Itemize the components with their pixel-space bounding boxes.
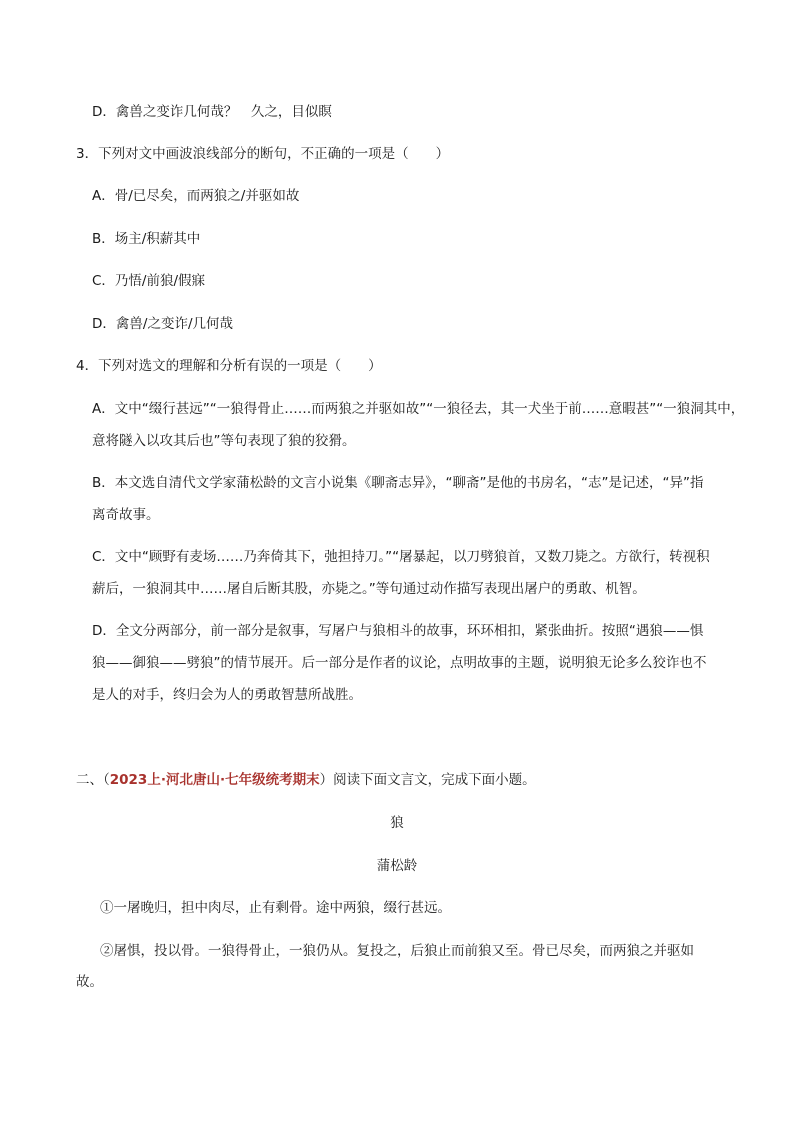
passage-paragraph-1: ①一屠晚归，担中肉尽，止有剩骨。途中两狼，缀行甚远。	[100, 900, 451, 916]
question-4-option-a-line-1: A．文中“缀行甚远”“一狼得骨止……而两狼之并驱如故”“一狼径去，其一犬坐于前……意暇甚”“一狼洞其中，	[92, 401, 745, 417]
question-3-option-d: D．禽兽/之变诈/几何哉	[92, 316, 233, 332]
section-2-prefix: 二、（	[76, 772, 110, 788]
question-4-option-c-line-2: 薪后，一狼洞其中……屠自后断其股，亦毙之。”等句通过动作描写表现出屠户的勇敢、机智。	[92, 581, 646, 597]
question-4-option-a-line-2: 意将隧入以攻其后也”等句表现了狼的狡猾。	[92, 433, 356, 449]
question-4-option-b-line-1: B．本文选自清代文学家蒲松龄的文言小说集《聊斋志异》，“聊斋”是他的书房名，“志”是记述，“异”指	[92, 475, 704, 491]
question-3-option-c: C．乃悟/前狼/假寐	[92, 273, 206, 289]
question-4-option-d-line-3: 是人的对手，终归会为人的勇敢智慧所战胜。	[92, 687, 362, 703]
question-4-stem: 4．下列对选文的理解和分析有误的一项是（ ）	[76, 358, 382, 374]
section-2-suffix: ）阅读下面文言文，完成下面小题。	[319, 772, 536, 788]
section-2-heading	[76, 770, 536, 790]
question-3-option-a: A．骨/已尽矣，而两狼之/并驱如故	[92, 188, 300, 204]
section-2-source: 2023上·河北唐山·七年级统考期末	[109, 772, 320, 788]
passage-title: 狼	[390, 815, 404, 831]
passage-paragraph-2-line-2: 故。	[76, 974, 103, 990]
question-4-option-d-line-1: D．全文分两部分，前一部分是叙事，写屠户与狼相斗的故事，环环相扣，紧张曲折。按照“遇狼——惧	[92, 623, 704, 639]
passage-paragraph-2-line-1: ②屠惧，投以骨。一狼得骨止，一狼仍从。复投之，后狼止而前狼又至。骨已尽矣，而两狼之并驱如	[100, 943, 694, 959]
question-4-option-b-line-2: 离奇故事。	[92, 507, 160, 523]
question-2-option-d: D．禽兽之变诈几何哉？ 久之，目似瞑	[92, 104, 332, 120]
question-3-option-b: B．场主/积薪其中	[92, 231, 201, 247]
question-4-option-d-line-2: 狼——御狼——劈狼”的情节展开。后一部分是作者的议论，点明故事的主题，说明狼无论多么狡诈也不	[92, 655, 707, 671]
passage-author: 蒲松龄	[376, 858, 418, 874]
question-4-option-c-line-1: C．文中“顾野有麦场……乃奔倚其下，弛担持刀。”“屠暴起，以刀劈狼首，又数刀毙之。方欲行，转视积	[92, 549, 710, 565]
question-3-stem: 3．下列对文中画波浪线部分的断句，不正确的一项是（ ）	[76, 146, 450, 162]
